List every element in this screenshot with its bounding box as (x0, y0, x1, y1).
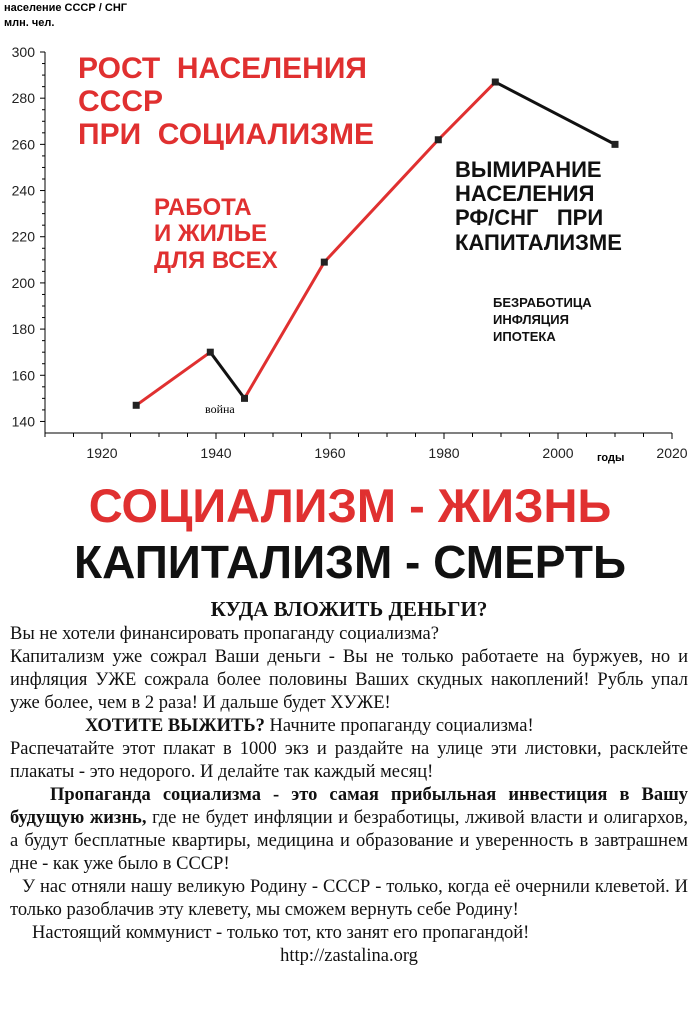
paragraph-3-bold: ХОТИТЕ ВЫЖИТЬ? (85, 716, 265, 736)
y-tick-label: 160 (11, 367, 35, 384)
annotation-problems-line1: БЕЗРАБОТИЦА (493, 295, 592, 310)
y-tick-label: 180 (11, 321, 35, 338)
data-point (492, 79, 499, 86)
data-point (612, 141, 619, 148)
annotation-decline-line4: КАПИТАЛИЗМЕ (455, 229, 622, 255)
annotation-growth (78, 52, 374, 151)
x-tick-label: 1960 (314, 445, 346, 461)
source-url[interactable]: http://zastalina.org (280, 946, 418, 966)
x-tick-label: 1980 (428, 445, 460, 461)
data-point (207, 349, 214, 356)
slogan-capitalism: КАПИТАЛИЗМ - СМЕРТЬ (74, 536, 626, 588)
annotation-growth-line2: СССР (78, 85, 164, 118)
y-axis-label-line2: млн. чел. (4, 17, 55, 29)
data-point (241, 395, 248, 402)
y-axis-label-line1: население СССР / СНГ (4, 2, 127, 14)
y-tick-label: 220 (11, 228, 35, 245)
series-segment (136, 352, 210, 405)
annotation-decline (455, 158, 622, 255)
paragraph-1: Вы не хотели финансировать пропаганду социализма? (10, 624, 439, 644)
x-axis-label: годы (597, 452, 625, 464)
y-tick-label: 240 (11, 182, 35, 199)
annotation-decline-line3: РФ/СНГ ПРИ (455, 205, 604, 231)
annotation-work-line3: ДЛЯ ВСЕХ (154, 246, 278, 274)
y-tick-label: 280 (11, 90, 35, 107)
slogan-socialism: СОЦИАЛИЗМ - ЖИЗНЬ (88, 479, 612, 532)
annotation-decline-line1: ВЫМИРАНИЕ (455, 157, 602, 182)
paragraph-3 (10, 715, 688, 738)
x-tick-label: 1940 (200, 445, 232, 461)
series-segment (210, 352, 244, 398)
annotation-problems-line3: ИПОТЕКА (493, 328, 556, 344)
x-tick-label: 2020 (656, 445, 688, 461)
paragraph-5 (10, 784, 688, 876)
annotation-work (154, 195, 278, 274)
paragraph-3-rest: Начните пропаганду социализма! (264, 716, 534, 736)
annotation-work-line2: И ЖИЛЬЕ (154, 220, 267, 248)
series-segment (495, 82, 615, 144)
annotation-war: война (205, 402, 235, 416)
paragraph-7: Настоящий коммунист - только тот, кто занят его пропагандой! (32, 923, 530, 943)
data-point (435, 136, 442, 143)
annotation-growth-line1: РОСТ НАСЕЛЕНИЯ (78, 52, 367, 85)
annotation-work-line1: РАБОТА (154, 194, 252, 221)
x-tick-label: 1920 (86, 445, 118, 461)
paragraph-4: Распечатайте этот плакат в 1000 экз и раздайте на улице эти листовки, расклейте плакаты - это недорого. И делайте так каждый месяц! (10, 739, 688, 782)
paragraph-2: Капитализм уже сожрал Ваши деньги - Вы не только работаете на буржуев, но и инфляция УЖЕ сожрала более половины Ваших скудных накоплений! Рубль упал уже более, чем в 2 раза! И дальше будет ХУЖЕ! (10, 647, 688, 713)
paragraph-5-rest: где не будет инфляции и безработицы, лживой власти и олигархов, а будут бесплатные квартиры, медицина и образование и уверенность в завтрашнем дне - как уже было в СССР! (10, 808, 689, 874)
x-tick-label: 2000 (542, 445, 574, 461)
data-point (321, 259, 328, 266)
annotation-growth-line3: ПРИ СОЦИАЛИЗМЕ (78, 118, 374, 151)
annotation-problems (493, 295, 592, 346)
data-point (133, 402, 140, 409)
annotation-problems-line2: ИНФЛЯЦИЯ (493, 311, 569, 327)
y-tick-label: 300 (11, 44, 35, 60)
y-tick-label: 200 (11, 274, 35, 291)
y-tick-label: 140 (11, 413, 35, 430)
paragraph-6: У нас отняли нашу великую Родину - СССР - только, когда её очернили клеветой. И только разоблачив эту клевету, мы сможем вернуть себе Родину! (10, 877, 688, 920)
y-tick-label: 260 (11, 136, 35, 153)
article (10, 598, 688, 968)
article-title: КУДА ВЛОЖИТЬ ДЕНЬГИ? (210, 597, 488, 621)
annotation-decline-line2: НАСЕЛЕНИЯ (455, 181, 595, 207)
paragraph-5-bold: Пропаганда социализма - это самая прибыльная инвестиция в Вашу будущую жизнь, (10, 785, 688, 828)
